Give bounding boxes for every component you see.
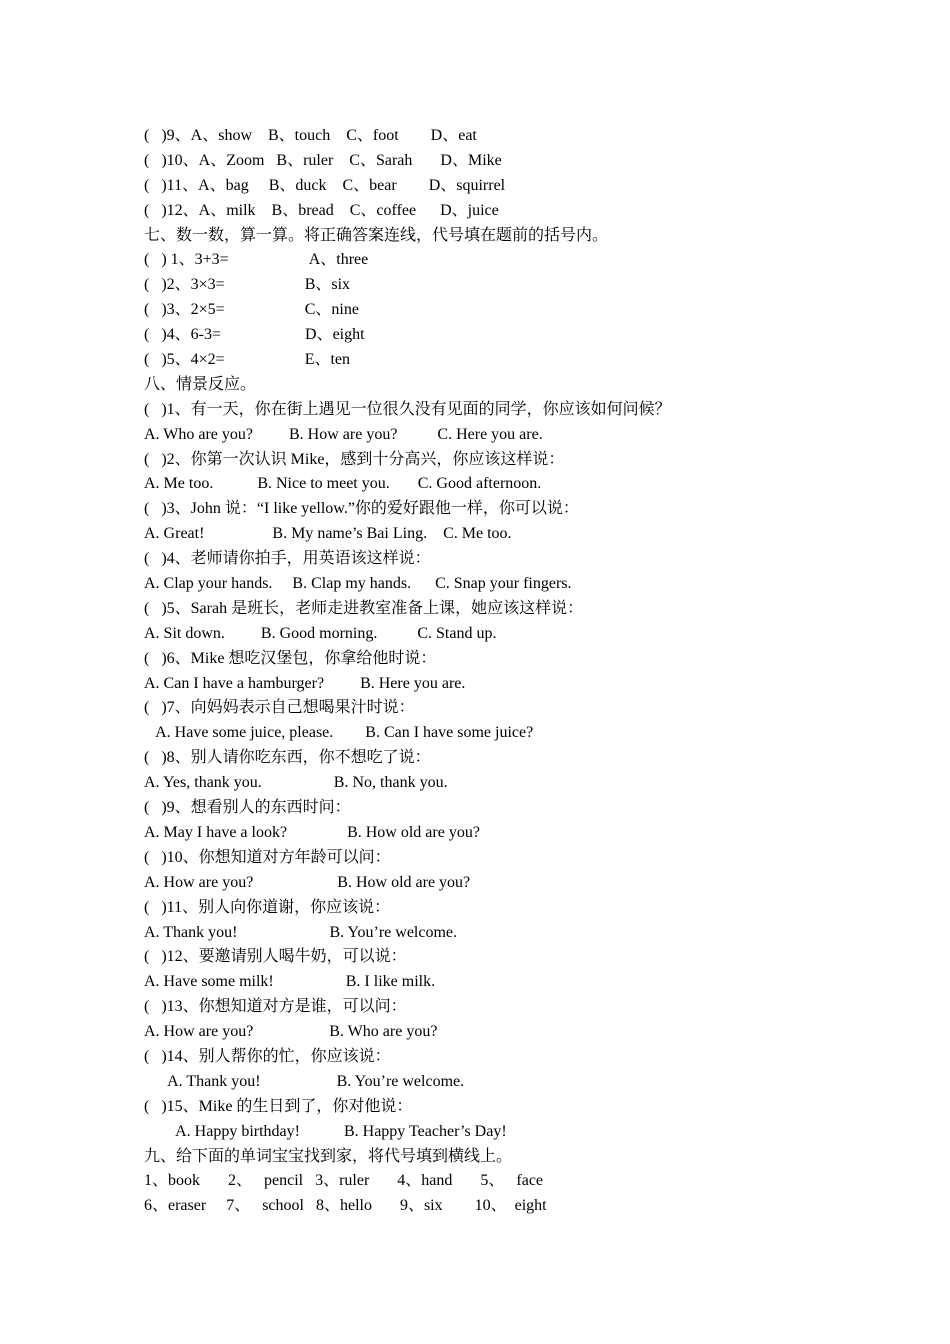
answer-options: A. Sit down. B. Good morning. C. Stand up. xyxy=(144,624,497,642)
section-heading: 八、情景反应。 xyxy=(144,375,257,393)
question-line: ( )9、想看别人的东西时问： xyxy=(144,799,351,817)
question-line: ( )3、2×5= C、nine xyxy=(144,301,359,319)
answer-options: A. Who are you? B. How are you? C. Here you are. xyxy=(144,425,543,443)
answer-options: A. Have some milk! B. I like milk. xyxy=(144,973,436,991)
answer-options: A. Thank you! B. You’re welcome. xyxy=(144,1072,465,1090)
section-heading: 七、数一数，算一算。将正确答案连线，代号填在题前的括号内。 xyxy=(144,226,609,244)
question-line: ( )7、向妈妈表示自己想喝果汁时说： xyxy=(144,699,415,717)
question-line: ( )8、别人请你吃东西，你不想吃了说： xyxy=(144,749,431,767)
document-page xyxy=(144,124,844,1219)
question-line: ( )1、有一天，你在街上遇见一位很久没有见面的同学，你应该如何问候？ xyxy=(144,400,671,418)
question-line: ( )4、老师请你拍手，用英语该这样说： xyxy=(144,550,431,568)
question-line: ( )12、要邀请别人喝牛奶，可以说： xyxy=(144,948,407,966)
question-line: ( )5、Sarah 是班长，老师走进教室准备上课，她应该这样说： xyxy=(144,599,584,617)
question-line: ( )4、6-3= D、eight xyxy=(144,326,365,344)
question-line: ( )15、Mike 的生日到了，你对他说： xyxy=(144,1097,413,1115)
question-line: ( )11、A、bag B、duck C、bear D、squirrel xyxy=(144,176,506,194)
answer-options: A. Clap your hands. B. Clap my hands. C. Snap your fingers. xyxy=(144,575,572,593)
question-line: ( )14、别人帮你的忙，你应该说： xyxy=(144,1047,391,1065)
word-list: 1、book 2、 pencil 3、ruler 4、hand 5、 face xyxy=(144,1172,544,1190)
question-line: ( )10、A、Zoom B、ruler C、Sarah D、Mike xyxy=(144,151,502,169)
question-line: ( )13、你想知道对方是谁，可以问： xyxy=(144,998,407,1016)
question-line: ( )2、你第一次认识 Mike，感到十分高兴，你应该这样说： xyxy=(144,450,565,468)
answer-options: A. Great! B. My name’s Bai Ling. C. Me too. xyxy=(144,525,512,543)
question-line: ( )3、John 说：“I like yellow.”你的爱好跟他一样，你可以说： xyxy=(144,500,579,518)
question-line: ( )5、4×2= E、ten xyxy=(144,351,351,369)
question-line: ( ) 1、3+3= A、three xyxy=(144,251,369,269)
answer-options: A. Me too. B. Nice to meet you. C. Good afternoon. xyxy=(144,475,542,493)
question-line: ( )12、A、milk B、bread C、coffee D、juice xyxy=(144,201,499,219)
answer-options: A. Can I have a hamburger? B. Here you are. xyxy=(144,674,466,692)
question-line: ( )9、A、show B、touch C、foot D、eat xyxy=(144,127,477,144)
answer-options: A. Thank you! B. You’re welcome. xyxy=(144,923,458,941)
answer-options: A. How are you? B. How old are you? xyxy=(144,873,471,891)
question-line: ( )11、别人向你道谢，你应该说： xyxy=(144,898,391,916)
answer-options: A. Yes, thank you. B. No, thank you. xyxy=(144,774,448,792)
word-list: 6、eraser 7、 school 8、hello 9、six 10、 eight xyxy=(144,1197,547,1215)
section-heading: 九、给下面的单词宝宝找到家，将代号填到横线上。 xyxy=(144,1147,513,1165)
question-line: ( )6、Mike 想吃汉堡包，你拿给他时说： xyxy=(144,649,437,667)
answer-options: A. May I have a look? B. How old are you? xyxy=(144,823,480,841)
question-line: ( )2、3×3= B、six xyxy=(144,276,351,294)
answer-options: A. How are you? B. Who are you? xyxy=(144,1023,438,1041)
question-line: ( )10、你想知道对方年龄可以问： xyxy=(144,848,391,866)
answer-options: A. Have some juice, please. B. Can I have some juice? xyxy=(144,724,534,742)
answer-options: A. Happy birthday! B. Happy Teacher’s Day! xyxy=(144,1122,507,1140)
